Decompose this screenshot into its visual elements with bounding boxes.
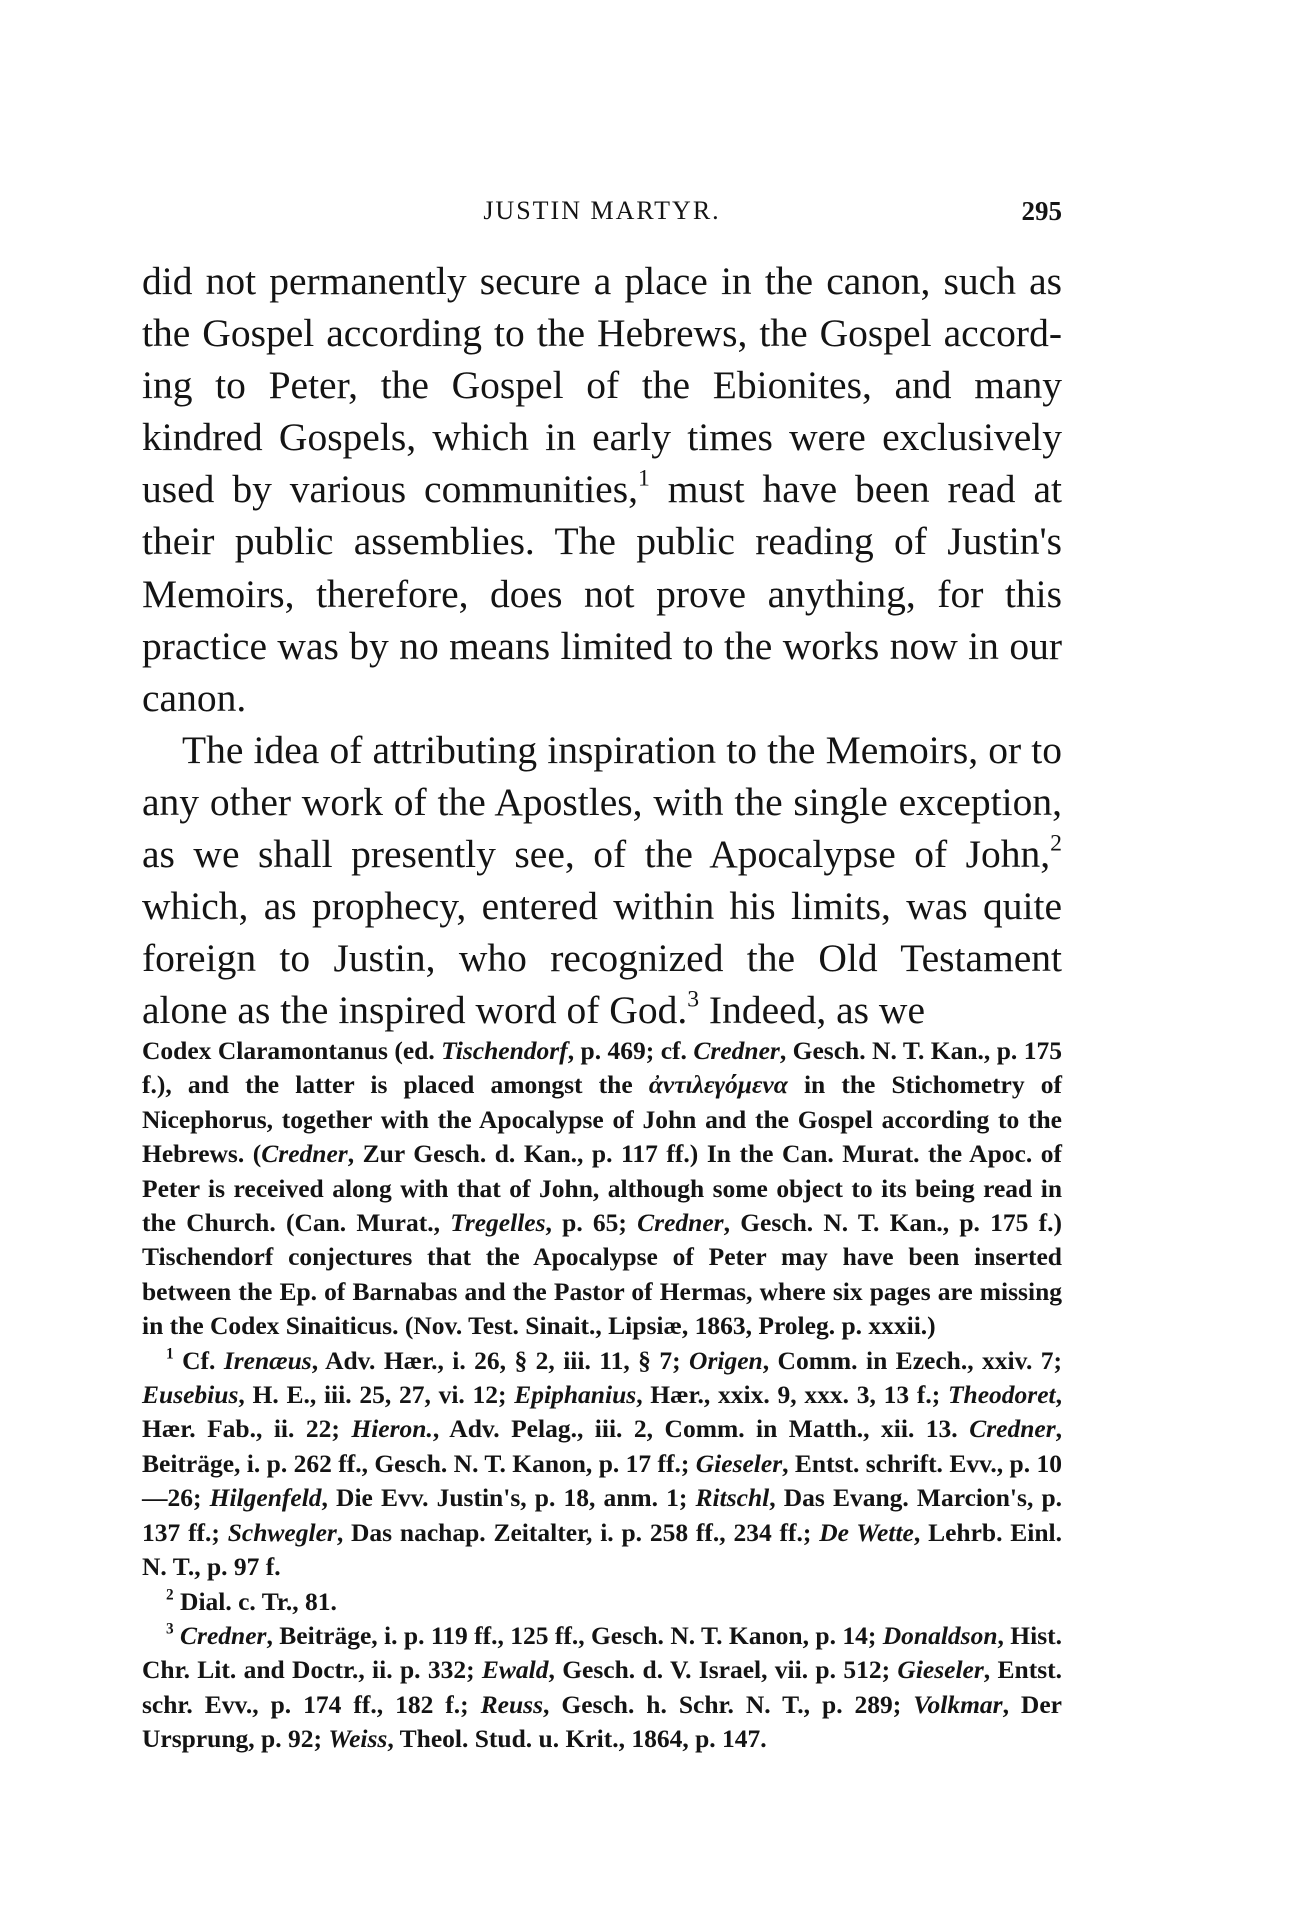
fn-text: Cf. [173,1345,224,1375]
fn-greek: ἀντιλεγόμενα [648,1070,788,1100]
running-head [142,196,1062,236]
fn-author: Irenæus [223,1345,312,1375]
footnote-1 [142,1344,1062,1585]
fn-author: Credner [693,1036,780,1065]
footnote-marker: 3 [166,1620,174,1638]
paragraph-1-text-a: did not permanently secure a place in the canon, such as the Gospel according to the Hebrews, the Gospel according to Peter, the Gospel of the Ebionites, and many kindred Gospels, which in early times were exclusively used by various communities, [142,259,1062,512]
fn-text: , Die Evv. Justin's, p. 18, anm. 1; [321,1483,696,1513]
paragraph-1 [142,255,1062,724]
fn-text: , p. 65; [545,1208,638,1238]
fn-text: , Lehrb. Einl. N. T., p. 97 f. [142,1517,1062,1582]
fn-author: Hilgenfeld [209,1483,322,1513]
paragraph-2-text-b: which, as prophecy, entered within his limits, was quite foreign to Justin, who recognized the Old Testament alone as the inspired word of God. [142,884,1062,1033]
footnote-ref-2: 2 [1050,830,1062,857]
fn-author: Volkmar [913,1689,1003,1719]
fn-author: Credner [969,1414,1056,1444]
fn-text: , Gesch. N. T. Kan., p. 175 f.) Tischendorf conjectures that the Apocalypse of Peter may have been inserted between the Ep. of Barnabas and the Pastor of Hermas, where six pages are missing in the Codex Sinaiticus. (Nov. Test. Sinait., Lipsiæ, 1863, Proleg. p. xxxii.) [142,1208,1062,1341]
fn-text: , Entst. schr. Evv., p. 174 ff., 182 f.; [142,1655,1062,1719]
fn-text: , Hist. Chr. Lit. and Doctr., ii. p. 332; [142,1620,1062,1685]
fn-author: Schwegler [227,1517,337,1547]
fn-text: , Hær., xxix. 9, xxx. 3, 13 f.; [636,1380,948,1410]
fn-author: Origen [689,1345,763,1375]
fn-text: , Das Evang. Marcion's, p. 137 ff.; [142,1483,1063,1547]
paragraph-2 [142,724,1062,1037]
fn-text: , Zur Gesch. d. Kan., p. 117 ff.) In the Can. Murat. the Apoc. of Peter is received along with that of John, although some object to its being read in the Church. (Can. Murat., [142,1139,1063,1238]
footnote-continued [142,1034,1062,1344]
fn-author: Weiss [328,1724,388,1754]
fn-text: , Comm. in Ezech., xxiv. 7; [762,1345,1062,1375]
fn-text: , Gesch. h. Schr. N. T., p. 289; [543,1689,914,1719]
fn-author: Gieseler [695,1448,783,1478]
footnote-2 [142,1585,1062,1619]
fn-author: Hieron. [351,1414,433,1444]
fn-author: Epiphanius [514,1380,637,1410]
fn-author: Credner [261,1139,348,1169]
fn-text: Dial. c. Tr., 81. [173,1586,337,1616]
fn-text: , Beiträge, i. p. 119 ff., 125 ff., Gesch. N. T. Kanon, p. 14; [266,1620,883,1650]
fn-text: , Entst. schrift. Evv., p. 10—26; [142,1448,1062,1513]
footnote-ref-1: 1 [637,465,650,492]
paragraph-2-text-c: Indeed, as we [699,988,925,1033]
fn-author: De Wette [819,1517,914,1547]
fn-text: , Das nachap. Zeitalter, i. p. 258 ff., 234 ff.; [336,1517,820,1547]
fn-text: Codex Claramontanus (ed. [142,1036,442,1065]
footnote-marker: 2 [166,1585,174,1603]
body-text [142,255,1062,1036]
fn-text: in the Stichometry of Nicephorus, together with the Apocalypse of John and the Gospel according to the Hebrews. ( [142,1070,1062,1169]
fn-author: Eusebius [142,1380,239,1410]
page-number: 295 [1021,196,1062,226]
fn-text: , Gesch. N. T. Kan., p. 175 f.), and the latter is placed amongst the [142,1036,1062,1100]
fn-author: Ewald [481,1655,549,1685]
paragraph-1-text-b: must have been read at their public assemblies. The public reading of Justin's Memoirs, therefore, does not prove anything, for this practice was by no means limited to the works now in our canon. [142,467,1062,720]
fn-author: Tregelles [450,1208,546,1238]
footnote-marker: 1 [166,1344,174,1362]
fn-author: Ritschl [695,1483,770,1513]
fn-text: , Beiträge, i. p. 262 ff., Gesch. N. T. Kanon, p. 17 ff.; [142,1414,1062,1478]
fn-text: , Adv. Hær., i. 26, § 2, iii. 11, § 7; [311,1345,690,1375]
fn-text: , H. E., iii. 25, 27, vi. 12; [238,1380,515,1410]
fn-text: , Adv. Pelag., iii. 2, Comm. in Matth., xii. 13. [432,1414,970,1444]
fn-author: Tischendorf [441,1036,568,1065]
fn-author: Reuss [480,1689,544,1719]
fn-text: , p. 469; cf. [567,1036,694,1065]
fn-author: Credner [637,1208,724,1238]
footnote-ref-3: 3 [687,986,700,1013]
running-title: JUSTIN MARTYR. [483,196,721,225]
fn-text: , Hær. Fab., ii. 22; [142,1380,1062,1444]
footnotes [142,1034,1062,1757]
footnote-3 [142,1619,1062,1757]
fn-author: Credner [180,1620,267,1650]
fn-text: , Theol. Stud. u. Krit., 1864, p. 147. [387,1724,767,1754]
fn-text: , Gesch. d. V. Israel, vii. p. 512; [548,1655,898,1685]
fn-author: Gieseler [897,1655,984,1685]
fn-author: Donaldson [882,1620,998,1650]
fn-author: Theodoret [947,1380,1056,1410]
paragraph-2-text-a: The idea of attributing inspiration to the Memoirs, or to any other work of the Apostles, with the single exception, as we shall presently see, of the Apocalypse of John, [142,727,1062,877]
fn-text: , Der Ursprung, p. 92; [142,1689,1062,1754]
